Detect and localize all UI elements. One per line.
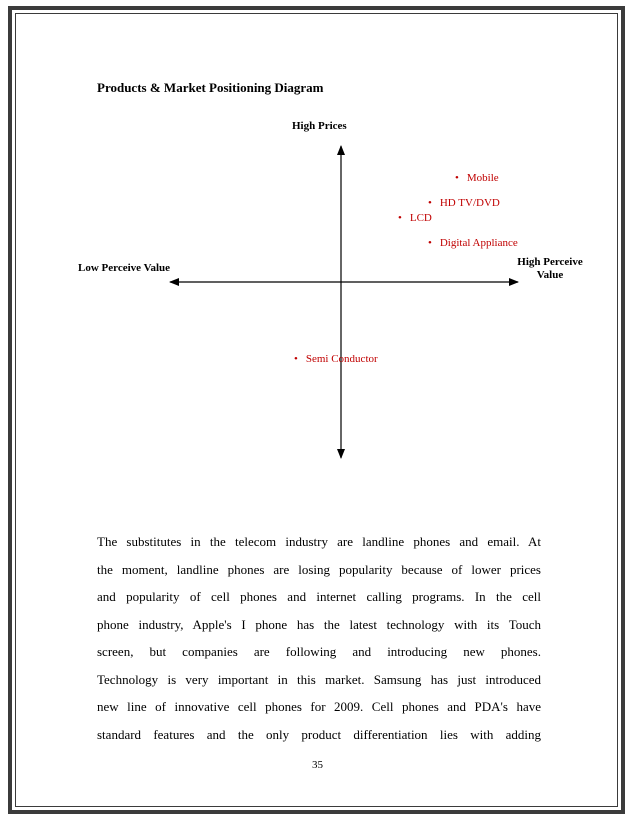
paragraph-line: the moment, landline phones are losing popularity because of lower prices [97,561,541,577]
paragraph-line: The substitutes in the telecom industry are landline phones and email. At [97,534,541,549]
point-label: LCD [409,212,432,224]
axis-label-high-prices: High Prices [292,120,347,132]
diagram-title: Products & Market Positioning Diagram [97,80,324,95]
bullet-icon: • [294,353,298,365]
bullet-icon: • [428,197,432,209]
body-paragraph [97,528,541,748]
point-label: Digital Appliance [439,237,518,249]
paragraph-line: and popularity of cell phones and internet calling programs. In the cell [97,589,541,604]
point-label: Mobile [466,172,499,184]
point-semi-conductor [294,353,378,366]
paragraph-line: phone industry, Apple's I phone has the latest technology with its Touch [97,616,541,632]
bullet-icon: • [398,212,402,224]
paragraph-line: standard features and the only product differentiation lies with adding [97,726,541,742]
paragraph-line: screen, but companies are following and introducing new phones. [97,644,541,659]
point-hd-tv-dvd [428,197,500,210]
point-lcd [398,212,432,225]
bullet-icon: • [455,172,459,184]
bullet-icon: • [428,237,432,249]
page-number: 35 [312,759,323,771]
axis-label-right-line1: High Perceive [517,256,583,268]
point-digital-appliance [428,237,518,250]
paragraph-line: new line of innovative cell phones for 2009. Cell phones and PDA's have [97,699,541,714]
point-mobile [455,172,499,185]
axis-label-low-perceive-value: Low Perceive Value [78,262,171,274]
point-label: HD TV/DVD [439,197,500,209]
paragraph-line: Technology is very important in this market. Samsung has just introduced [97,671,541,687]
axis-label-right-line2: Value [536,269,564,281]
point-label: Semi Conductor [305,353,378,365]
